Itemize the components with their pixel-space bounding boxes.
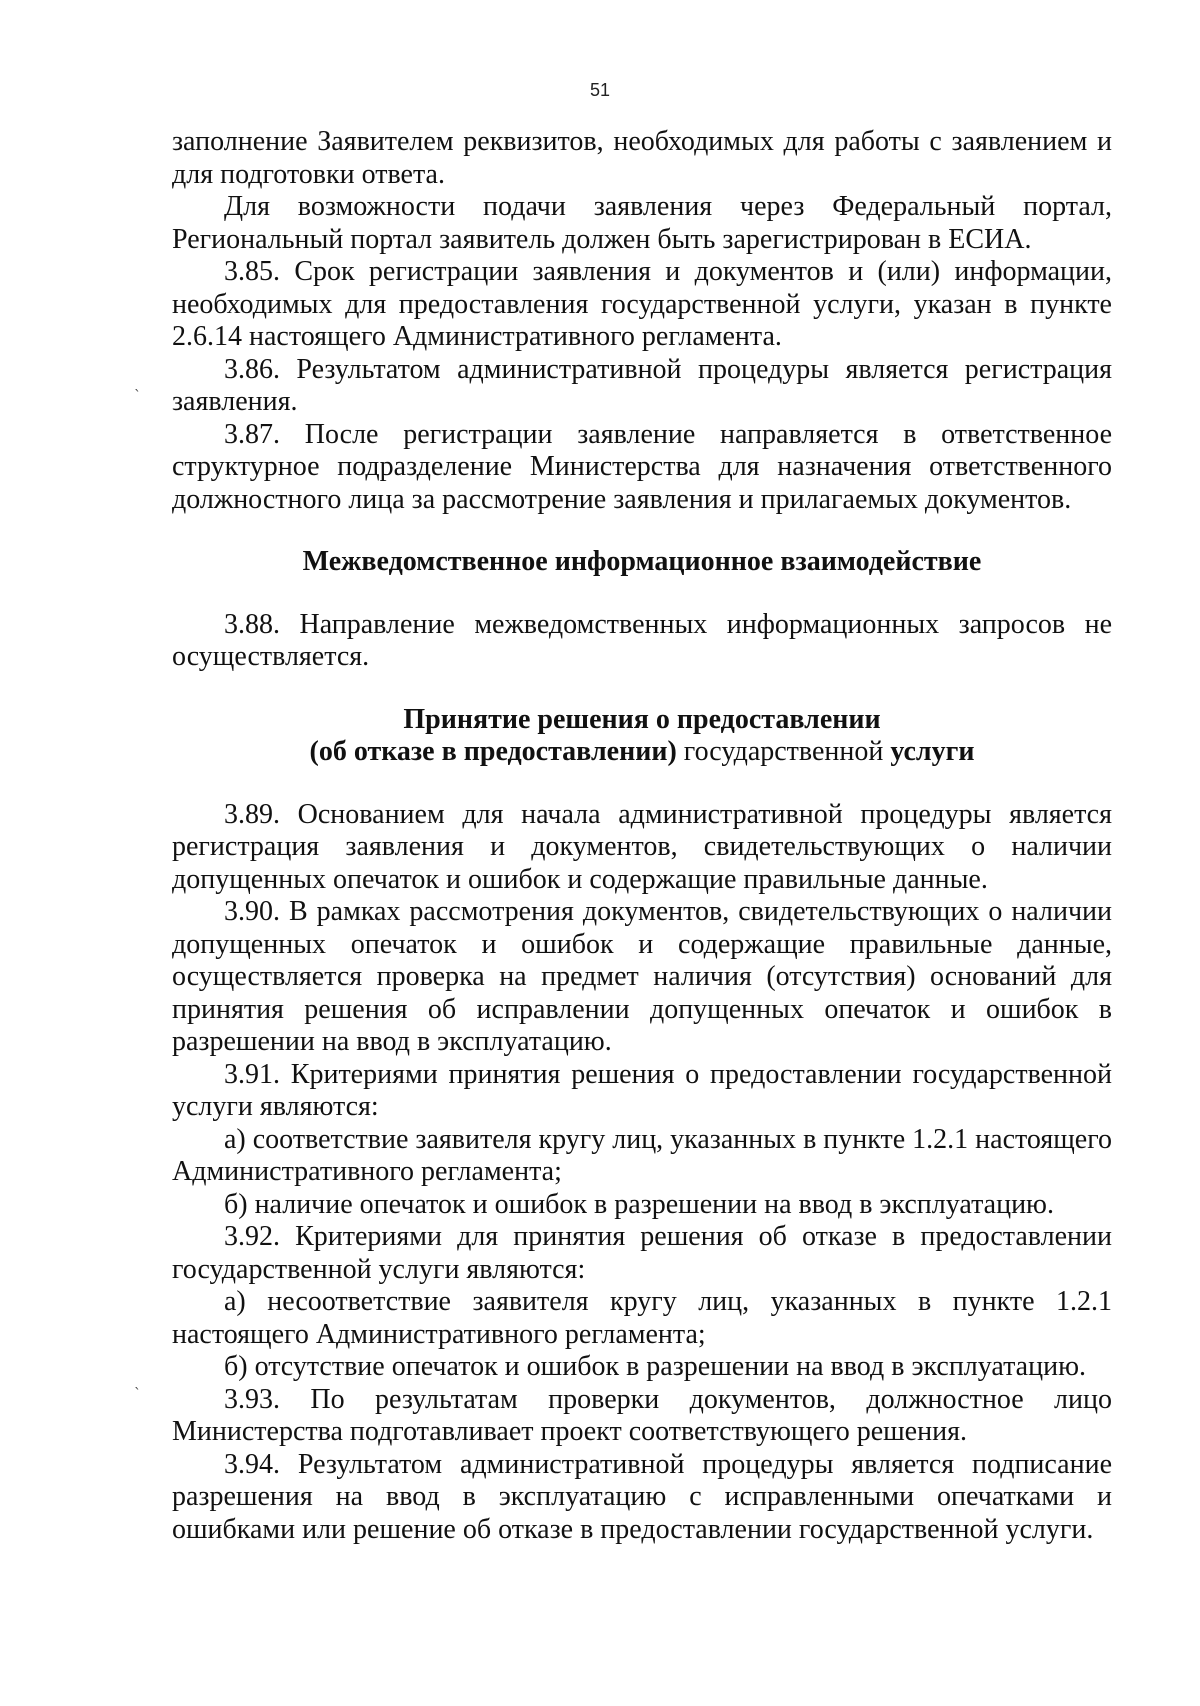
section-bottom [172,799,1112,1547]
spacer [172,769,1112,799]
section-heading-interagency: Межведомственное информационное взаимодействие [302,546,982,577]
paragraph: Для возможности подачи заявления через Федеральный портал, Региональный портал заявитель должен быть зарегистрирован в ЕСИА. [172,191,1112,255]
section-top [172,126,1112,516]
section-mid [172,609,1112,674]
spacer [172,674,1112,704]
paragraph: 3.92. Критериями для принятия решения об отказе в предоставлении государственной услуги являются: [172,1221,1112,1285]
paragraph: 3.94. Результатом административной процедуры является подписание разрешения на ввод в эксплуатацию с исправленными опечатками и ошибками или решение об отказе в предоставлении государственной услуги. [172,1448,1112,1545]
spacer [172,516,1112,546]
heading-normal-part: государственной [676,736,891,767]
paragraph: б) наличие опечаток и ошибок в разрешении на ввод в эксплуатацию. [224,1188,1054,1220]
paragraph: 3.91. Критериями принятия решения о предоставлении государственной услуги являются: [172,1058,1112,1122]
paragraph: б) отсутствие опечаток и ошибок в разрешении на ввод в эксплуатацию. [224,1351,1086,1382]
document-body [172,126,1112,1546]
paragraph: 3.85. Срок регистрации заявления и документов и (или) информации, необходимых для предоставления государственной услуги, указан в пункте 2.6.14 настоящего Административного регламента. [172,256,1112,352]
heading-line-1: Принятие решения о предоставлении [403,703,881,735]
page-number: 51 [589,80,611,100]
heading-line-2 [172,736,1112,769]
section-heading-decision [172,704,1112,769]
spacer [172,579,1112,609]
paragraph: 3.86. Результатом административной процедуры является регистрация заявления. [172,353,1112,417]
heading-bold-part: услуги [890,736,975,767]
scan-artifact-mark: ˎ [134,376,141,392]
paragraph: 3.93. По результатам проверки документов, должностное лицо Министерства подготавливает проект соответствующего решения. [172,1383,1112,1447]
heading-bold-part: (об отказе в предоставлении) [309,736,677,767]
paragraph: а) соответствие заявителя кругу лиц, указанных в пункте 1.2.1 настоящего Административного регламента; [172,1123,1112,1187]
paragraph: 3.89. Основанием для начала административной процедуры является регистрация заявления и документов, свидетельствующих о наличии допущенных опечаток и ошибок и содержащие правильные данные. [172,798,1112,895]
paragraph: заполнение Заявителем реквизитов, необходимых для работы с заявлением и для подготовки ответа. [172,126,1112,190]
paragraph: а) несоответствие заявителя кругу лиц, указанных в пункте 1.2.1 настоящего Административного регламента; [172,1286,1112,1350]
scan-artifact-mark: ˎ [134,1374,141,1390]
paragraph: 3.90. В рамках рассмотрения документов, свидетельствующих о наличии допущенных опечаток и ошибок и содержащие правильные данные, осуществляется проверка на предмет наличия (отсутствия) оснований для принятия решения об исправлении допущенных опечаток и ошибок в разрешении на ввод в эксплуатацию. [172,896,1112,1057]
paragraph: 3.88. Направление межведомственных информационных запросов не осуществляется. [172,608,1112,672]
paragraph: 3.87. После регистрации заявление направляется в ответственное структурное подразделение Министерства для назначения ответственного должностного лица за рассмотрение заявления и прилагаемых документов. [172,418,1112,515]
